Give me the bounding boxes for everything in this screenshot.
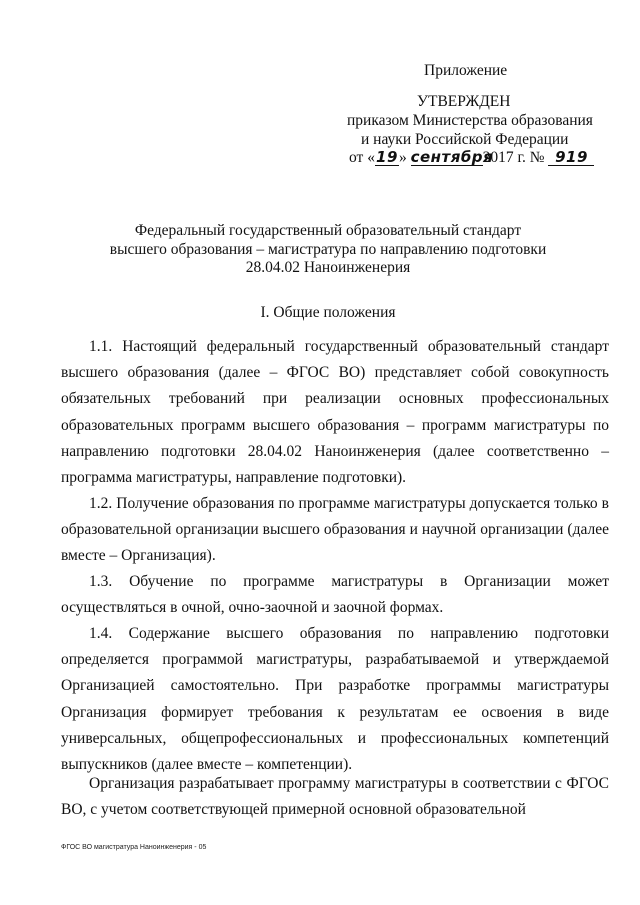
paragraph-1-3: 1.3. Обучение по программе магистратуры в Организации может осуществляться в очной, очно-заочной и заочной формах. [61,573,609,617]
approval-ministry-line: и науки Российской Федерации [361,131,569,148]
paragraph-1-1: 1.1. Настоящий федеральный государственный образовательный стандарт высшего образования (далее – ФГОС ВО) представляет собой совокупность обязательных требований при реализации основных профессиональных образовательных программ высшего образования – программ магистратуры по направлению подготовки 28.04.02 Наноинженерия (далее соответственно – программа магистратуры, направление подготовки). [61,338,609,487]
page-footer: ФГОС ВО магистратура Наноинженерия - 05 [61,844,207,851]
document-title-line3: 28.04.02 Наноинженерия [245,259,411,276]
handwritten-order-number: 919 [548,150,594,166]
handwritten-month: сентября [410,148,494,166]
approved-label: УТВЕРЖДЕН [417,93,511,110]
paragraph-1-2: 1.2. Получение образования по программе магистратуры допускается только в образовательной организации высшего образования и научной организации (далее вместе – Организация). [61,495,609,565]
handwritten-day: 19 [376,148,398,166]
date-year: 2017 г. № [482,149,545,166]
date-prefix: от « [349,149,375,166]
approval-date-line [349,149,594,167]
document-title-line2: высшего образования – магистратура по направлению подготовки [109,241,547,258]
approval-order-line: приказом Министерства образования [347,112,593,129]
appendix-label: Приложение [424,62,508,79]
date-mid: » [398,149,407,166]
paragraph-1-4: 1.4. Содержание высшего образования по направлению подготовки определяется программой магистратуры, разрабатываемой и утверждаемой Организацией самостоятельно. При разработке программы магистратуры Организация формирует требования к результатам ее освоения в виде универсальных, общепрофессиональных и профессиональных компетенций выпускников (далее вместе – компетенции). [61,625,609,774]
section-heading: I. Общие положения [260,304,396,321]
paragraph-organization: Организация разрабатывает программу магистратуры в соответствии с ФГОС ВО, с учетом соответствующей примерной основной образовательной [61,775,609,819]
document-title-line1: Федеральный государственный образовательный стандарт [134,222,522,239]
